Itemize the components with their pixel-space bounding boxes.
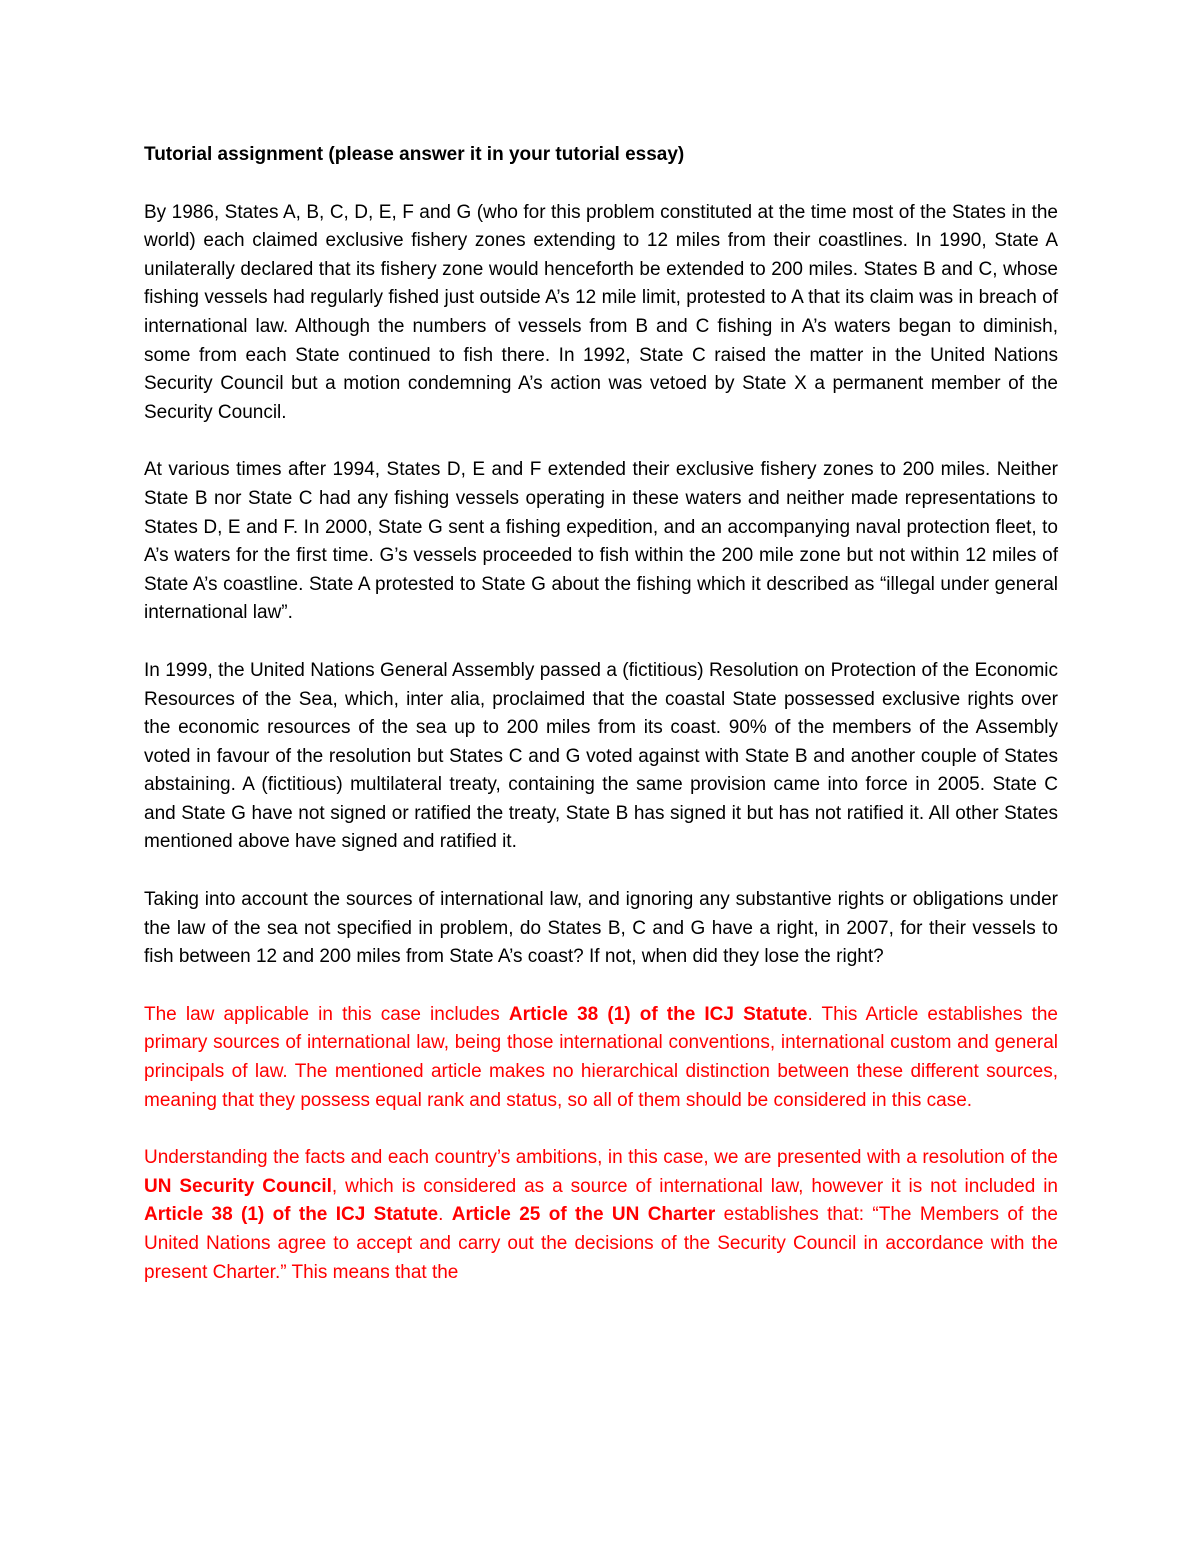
paragraph-2 [144, 456, 1058, 628]
answer-paragraph-2 [144, 1144, 1058, 1287]
answer-text: Understanding the facts and each country’s ambitions, in this case, we are presented with a resolution of the [144, 1147, 1058, 1169]
answer-text: . [438, 1204, 452, 1226]
paragraph-text: In 1999, the United Nations General Assembly passed a (fictitious) Resolution on Protection of the Economic Resources of the Sea, which, inter alia, proclaimed that the coastal State possessed exclusive rights over the economic resources of the sea up to 200 miles from its coast. 90% of the members of the Assembly voted in favour of the resolution but States C and G voted against with State B and another couple of States abstaining. A (fictitious) multilateral treaty, containing the same provision came into force in 2005. State C and State G have not signed or ratified the treaty, State B has signed it but has not ratified it. All other States mentioned above have signed and ratified it. [144, 659, 1058, 853]
document-body [144, 141, 1058, 1287]
paragraph-1 [144, 199, 1058, 428]
paragraph-text: At various times after 1994, States D, E and F extended their exclusive fishery zones to 200 miles. Neither State B nor State C had any fishing vessels operating in these waters and neither made representations to States D, E and F. In 2000, State G sent a fishing expedition, and an accompanying naval protection fleet, to A’s waters for the first time. G’s vessels proceeded to fish within the 200 mile zone but not within 12 miles of State A’s coastline. State A protested to State G about the fishing which it described as “illegal under general international law”. [144, 459, 1058, 624]
paragraph-text: Taking into account the sources of international law, and ignoring any substantive rights or obligations under the law of the sea not specified in problem, do States B, C and G have a right, in 2007, for their vessels to fish between 12 and 200 miles from State A’s coast? If not, when did they lose the right? [144, 889, 1058, 968]
answer-text-bold: Article 38 (1) of the ICJ Statute [144, 1204, 439, 1226]
answer-text: . This Article establishes the primary sources of international law, being those international conventions, international custom and general principals of law. The mentioned article makes no hierarchical distinction between these different sources, meaning that they possess equal rank and status, so all of them should be considered in this case. [144, 1003, 1058, 1111]
answer-text: The law applicable in this case includes [144, 1003, 509, 1025]
answer-text: establishes that: “The Members of the United Nations agree to accept and carry out the decisions of the Security Council in accordance with the present Charter.” This means that the [144, 1204, 1058, 1283]
answer-text-bold: UN Security Council [144, 1175, 332, 1197]
answer-paragraph-1 [144, 1001, 1058, 1115]
paragraph-3 [144, 657, 1058, 857]
assignment-title: Tutorial assignment (please answer it in your tutorial essay) [144, 144, 685, 165]
answer-text-bold: Article 25 of the UN Charter [451, 1204, 716, 1226]
paragraph-text: By 1986, States A, B, C, D, E, F and G (who for this problem constituted at the time most of the States in the world) each claimed exclusive fishery zones extending to 12 miles from their coastlines. In 1990, State A unilaterally declared that its fishery zone would henceforth be extended to 200 miles. States B and C, whose fishing vessels had regularly fished just outside A’s 12 mile limit, protested to A that its claim was in breach of international law. Although the numbers of vessels from B and C fishing in A’s waters began to diminish, some from each State continued to fish there. In 1992, State C raised the matter in the United Nations Security Council but a motion condemning A’s action was vetoed by State X a permanent member of the Security Council. [144, 201, 1058, 423]
answer-text-bold: Article 38 (1) of the ICJ Statute [508, 1003, 808, 1025]
answer-text: , which is considered as a source of international law, however it is not included in [331, 1175, 1058, 1197]
paragraph-question [144, 886, 1058, 972]
